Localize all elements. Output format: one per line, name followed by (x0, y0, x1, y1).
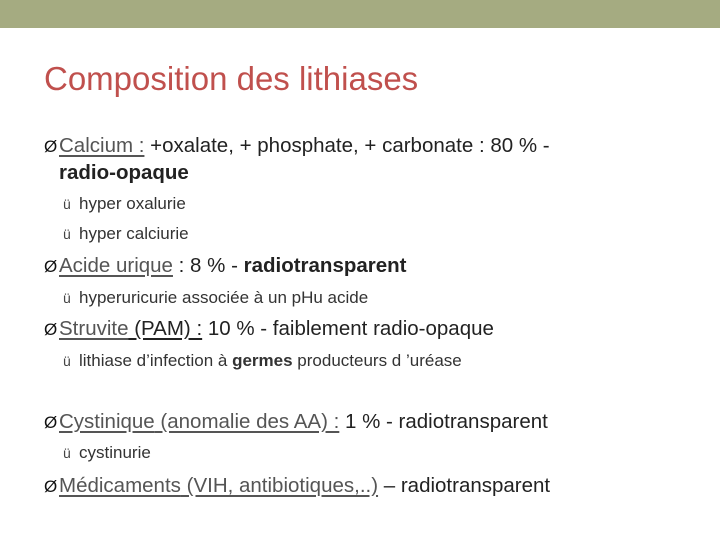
bullet-head: Cystinique (59, 410, 155, 433)
sub-bullet (63, 352, 462, 369)
sub-bullet-text: producteurs d ’uréase (292, 351, 462, 370)
check-icon: ü (63, 445, 71, 461)
slide-title: Composition des lithiases (44, 60, 419, 97)
check-icon: ü (63, 196, 71, 212)
arrow-bullet-icon: Ø (44, 137, 58, 156)
sub-bullet (63, 289, 368, 306)
bullet-struvite (44, 319, 494, 340)
check-icon: ü (63, 353, 71, 369)
bullet-head-qualifier: (PAM) : (128, 317, 203, 340)
bullet-calcium (44, 136, 550, 157)
bullet-head: Calcium : (59, 134, 145, 157)
sub-bullet-text: cystinurie (79, 443, 151, 462)
sub-bullet (63, 444, 151, 461)
bullet-text: – radiotransparent (378, 474, 551, 497)
bullet-head-qualifier: (VIH, antibiotiques,..) (180, 474, 379, 497)
top-accent-band (0, 0, 720, 28)
sub-bullet-text: hyperuricurie associée à un pHu acide (79, 288, 369, 307)
check-icon: ü (63, 226, 71, 242)
bullet-head: Acide urique (59, 254, 173, 277)
bullet-bold-text: radiotransparent (243, 254, 407, 277)
arrow-bullet-icon: Ø (44, 257, 58, 276)
check-icon: ü (63, 290, 71, 306)
bullet-calcium-continuation: radio-opaque (59, 161, 189, 184)
arrow-bullet-icon: Ø (44, 477, 58, 496)
bullet-head: Struvite (59, 317, 129, 340)
bullet-cystinique (44, 412, 548, 433)
bullet-text: +oxalate, + phosphate, + carbonate : 80 % - (144, 134, 550, 157)
bullet-text: 1 % - radiotransparent (339, 410, 548, 433)
sub-bullet-text: hyper oxalurie (79, 194, 186, 213)
bullet-medicaments (44, 476, 550, 497)
bullet-head: Médicaments (59, 474, 181, 497)
sub-bullet (63, 225, 189, 242)
sub-bullet (63, 195, 186, 212)
sub-bullet-text: lithiase d’infection à (79, 351, 233, 370)
bullet-acide-urique (44, 256, 407, 277)
arrow-bullet-icon: Ø (44, 413, 58, 432)
arrow-bullet-icon: Ø (44, 320, 58, 339)
bullet-text: : 8 % - (172, 254, 244, 277)
bullet-head-qualifier: (anomalie des AA) : (154, 410, 340, 433)
sub-bullet-text: hyper calciurie (79, 224, 189, 243)
bullet-text: 10 % - faiblement radio-opaque (202, 317, 494, 340)
sub-bullet-bold: germes (232, 351, 293, 370)
